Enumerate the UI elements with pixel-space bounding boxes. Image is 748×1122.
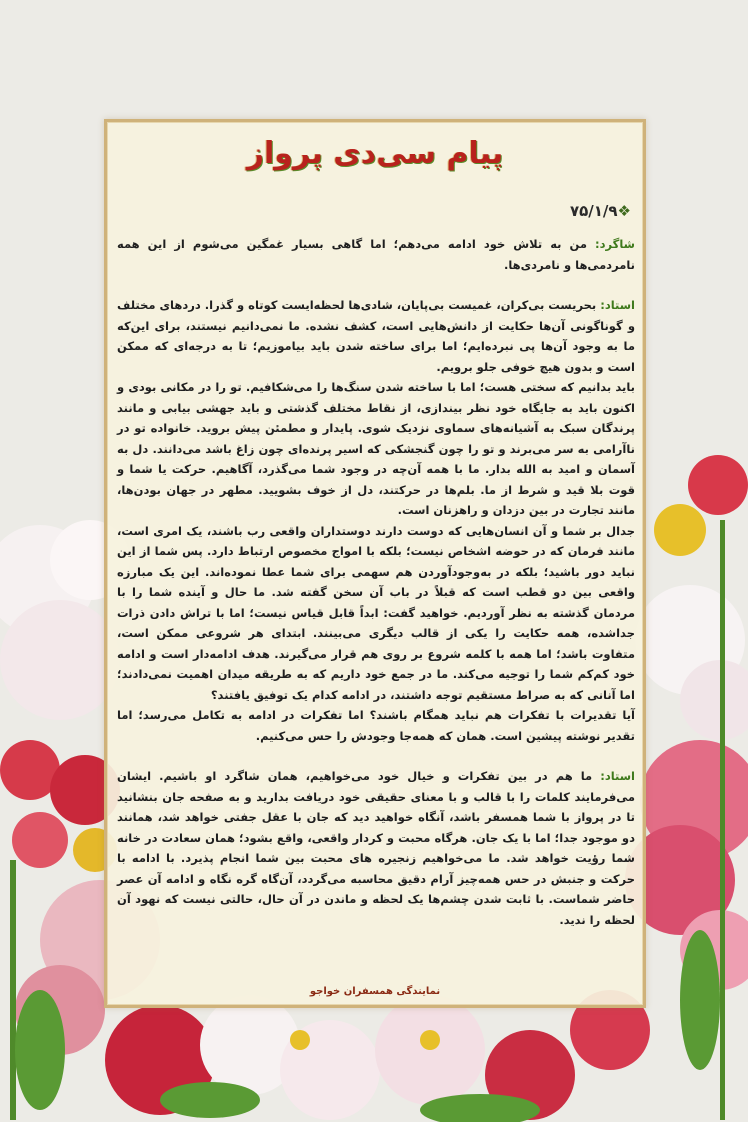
footer-signature: نمایندگی همسفران خواجو [309,986,441,997]
paragraph [117,377,635,521]
paragraph-text: بحریست بی‌کران، غمیست بی‌پایان، شادی‌ها لحظه‌ایست کوتاه و گذرا. دردهای مختلف و گوناگونی آن‌ها حکایت از دانش‌هایی است، کشف نشده. ما نمی‌دانیم نیستند، برای این‌که ما به وجود آن‌ها پی نبرده‌ایم؛ اما برای ساخته شدن باید بیاموزیم؛ تا به درجه‌ای که ممکن است و بدون هیچ خوفی جلو برویم. [117,298,635,374]
paragraph-text: باید بدانیم که سختی هست؛ اما با ساخته شدن سنگ‌ها را می‌شکافیم. تو را در مکانی بودی و اکنون باید به جایگاه خود نظر بیندازی، از نقاط مختلف گذشتی و باید جهشی بیابی و مانند پرندگان سبک به آشیانه‌های سماوی نزدیک شوی. پایدار و مطمئن پیش بروید. خانواده تو در ناآرامی به سر می‌برند و تو را چون گنجشکی که اسیر پرنده‌ای چون زاغ باشد می‌دانند. دل به آسمان و امید به الله بدار. ما با همه آن‌چه در وجود شما می‌گذرد، آگاهیم. حرکت یا شما و قوت بلا قید و شرط از ما. بلم‌ها در حرکتند، دل از خوف بشویید. مطهر در جهان بودن‌ها، مانند تجارت در بین دزدان و راهزنان است. [117,380,635,517]
speaker-label: شاگرد: [587,237,635,251]
paragraph-text: جدال بر شما و آن انسان‌هایی که دوست دارند دوستداران واقعی رب باشند، یک امری است، مانند فرمان که در حوضه اشخاص نیست؛ بلکه با امواج مخصوص ارتباط دارد. پس شما از این نباید دور باشید؛ بلکه در به‌وجودآوردن هم سهمی برای شما عطا نموده‌اند. این یک مبارزه واقعی بین دو قطب است که قبلاً در باب آن سخن گفته شد. ما حال و آینده شما را با مردمان گذشته به نظر آوردیم. خواهید گفت: ابداً قابل قیاس نیست؛ اما با تراش دادن ذرات جداشده، همه حکایت را یکی از قالب دیگری می‌بینند. ابتدای هر شروعی ممکن است، متفاوت باشد؛ اما همه با کلمه شروع بر روی هم قرار می‌گیرند. هدف ادامه‌دار است و ادامه خود کم‌کم شما را توجیه می‌کند. ما در جمع خود داریم که به طریقه میدان اهمیت نمی‌دادند؛ اما آنانی که به صراط مستقیم توجه داشتند، در ادامه کدام یک توفیق یافتند؟ [117,523,635,702]
message-card [104,119,646,1008]
paragraph [117,521,635,706]
bottom-flowers-decoration [105,990,650,1122]
paragraph-text: آیا تقدیرات با تفکرات هم نباید همگام باشند؟ اما تفکرات در ادامه به تکامل می‌رسد؛ اما تقدیر نوشته پیشین است. همان که همه‌جا وجودش را حس می‌کنیم. [117,708,635,743]
diamond-icon: ❖ [617,202,631,220]
paragraph-teacher [117,295,635,377]
paragraph-text: ما هم در بین تفکرات و خیال خود می‌خواهیم، همان شاگرد او باشیم. ایشان می‌فرمایند کلمات را با قالب و با معنای حقیقی خود دریافت بدارید و به صفحه جان بنشانید تا در پرواز با شما همسفر باشد، آنگاه خواهید دید که جان با عقل جفتی خواهد شد، همانند دو موجود جدا؛ اما با یک جان. هرگاه محبت و کردار واقعی، واقع بشود؛ همان سعادت در خانه شما رؤیت خواهد شد. ما می‌خواهیم زنجیره های محبت بین شما انجام پذیرد. با ادامه با حرکت و جنبش در حس همه‌چیز آرام دقیق محاسبه می‌گردد، آن‌گاه گره نگاه و ادامه آن عصر حاضر شماست. با ثابت شدن چشم‌ها یک لحظه و ماندن در آن حال، حالتی نیست که نهود آن لحظه را ندید. [117,769,635,927]
paragraph [117,705,635,746]
speaker-label: استاد: [596,298,635,312]
message-body [117,234,635,930]
page-title: پیام سی‌دی پرواز [246,136,504,171]
date-value: ۷۵/۱/۹ [569,202,618,220]
speaker-label: استاد: [592,769,635,783]
paragraph-teacher [117,766,635,930]
paragraph-student [117,234,635,275]
paragraph-text: من به تلاش خود ادامه می‌دهم؛ اما گاهی بسیار غمگین می‌شوم از این همه نامردمی‌ها و نامردی‌ها. [117,237,635,272]
date-line [570,202,631,220]
